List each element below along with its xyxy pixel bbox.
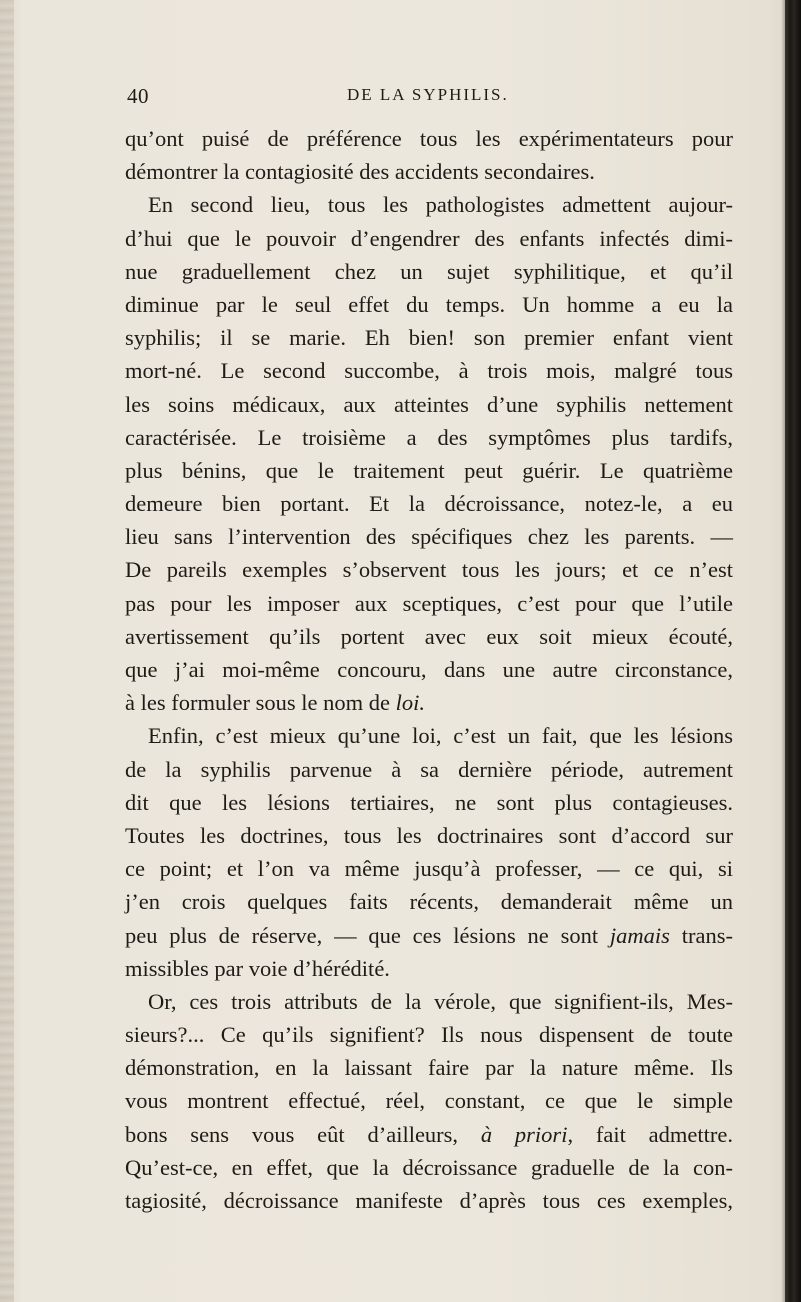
text-line [125,122,733,155]
text-line [125,885,733,918]
text-segment: lieu sans l’intervention des spécifiques chez les parents. — [125,524,733,550]
text-line [125,1018,733,1051]
text-segment: les soins médicaux, aux atteintes d’une syphilis nettement [125,391,733,417]
running-title: DE LA SYPHILIS. [347,85,509,104]
italic-text: loi. [395,690,425,716]
text-line [125,719,733,752]
text-segment: Enfin, c’est mieux qu’une loi, c’est un fait, que les lésions [148,723,733,749]
text-segment: Qu’est-ce, en effet, que la décroissance graduelle de la con- [125,1154,733,1180]
text-segment: vous montrent effectué, réel, constant, ce que le simple [125,1088,733,1114]
text-line [125,255,733,288]
text-line [125,1084,733,1117]
italic-text: jamais [609,922,670,948]
text-line [125,222,733,255]
text-line [125,188,733,221]
text-line [125,553,733,586]
text-segment: nue graduellement chez un sujet syphilitique, et qu’il [125,258,733,284]
text-line [125,520,733,553]
text-line [125,454,733,487]
page-binding-edge [0,0,14,1302]
text-segment: dit que les lésions tertiaires, ne sont plus contagieuses. [125,789,733,815]
text-segment: syphilis; il se marie. Eh bien! son premier enfant vient [125,325,733,351]
text-segment: , fait admettre. [567,1121,734,1147]
text-line [125,1184,733,1217]
text-segment: plus bénins, que le traitement peut guérir. Le quatrième [125,457,733,483]
text-segment: tagiosité, décroissance manifeste d’après tous ces exemples, [125,1188,733,1213]
text-line [125,985,733,1018]
text-segment: De pareils exemples s’observent tous les jours; et ce n’est [125,557,733,583]
text-segment: caractérisée. Le troisième a des symptômes plus tardifs, [125,424,733,450]
text-line [125,786,733,819]
text-segment: bons sens vous eût d’ailleurs, [125,1121,481,1147]
text-segment: demeure bien portant. Et la décroissance, notez-le, a eu [125,491,733,517]
text-segment: Toutes les doctrines, tous les doctrinaires sont d’accord sur [125,822,733,848]
body-text [125,122,733,1217]
text-line [125,753,733,786]
text-line [125,487,733,520]
text-segment: j’en crois quelques faits récents, demanderait même un [125,889,733,915]
text-segment: Or, ces trois attributs de la vérole, que signifient-ils, Mes- [148,988,733,1014]
text-line [125,852,733,885]
text-segment: peu plus de réserve, — que ces lésions ne sont [125,922,610,948]
text-line [125,1051,733,1084]
text-segment: trans- [669,922,733,948]
text-segment: sieurs?... Ce qu’ils signifient? Ils nous dispensent de toute [125,1022,733,1048]
text-segment: ce point; et l’on va même jusqu’à professer, — ce qui, si [125,856,733,882]
text-line [125,288,733,321]
text-line [125,952,733,985]
page-dark-edge [785,0,801,1302]
text-line [125,686,733,719]
text-segment: pas pour les imposer aux sceptiques, c’est pour que l’utile [125,590,733,616]
text-line [125,919,733,952]
page-header [127,84,732,114]
text-segment: En second lieu, tous les pathologistes admettent aujour- [148,192,733,218]
text-line [125,388,733,421]
text-line [125,653,733,686]
text-line [125,620,733,653]
text-line [125,421,733,454]
text-segment: à les formuler sous le nom de [125,690,396,716]
text-segment: de la syphilis parvenue à sa dernière période, autrement [125,756,733,782]
text-segment: missibles par voie d’hérédité. [125,955,390,981]
text-segment: avertissement qu’ils portent avec eux soit mieux écouté, [125,623,733,649]
text-segment: démonstration, en la laissant faire par la nature même. Ils [125,1055,733,1081]
text-line [125,819,733,852]
italic-text: à priori [480,1121,568,1147]
page-number: 40 [127,84,149,108]
text-segment: que j’ai moi-même concouru, dans une autre circonstance, [125,657,733,682]
text-line [125,587,733,620]
text-line [125,1151,733,1184]
text-line [125,1118,733,1151]
text-segment: mort-né. Le second succombe, à trois mois, malgré tous [125,358,733,384]
text-segment: diminue par le seul effet du temps. Un homme a eu la [125,291,733,317]
text-line [125,321,733,354]
text-line [125,155,733,188]
text-segment: qu’ont puisé de préférence tous les expérimentateurs pour [125,126,733,151]
text-segment: démontrer la contagiosité des accidents secondaires. [125,159,595,185]
text-segment: d’hui que le pouvoir d’engendrer des enfants infectés dimi- [125,225,733,251]
text-line [125,354,733,387]
